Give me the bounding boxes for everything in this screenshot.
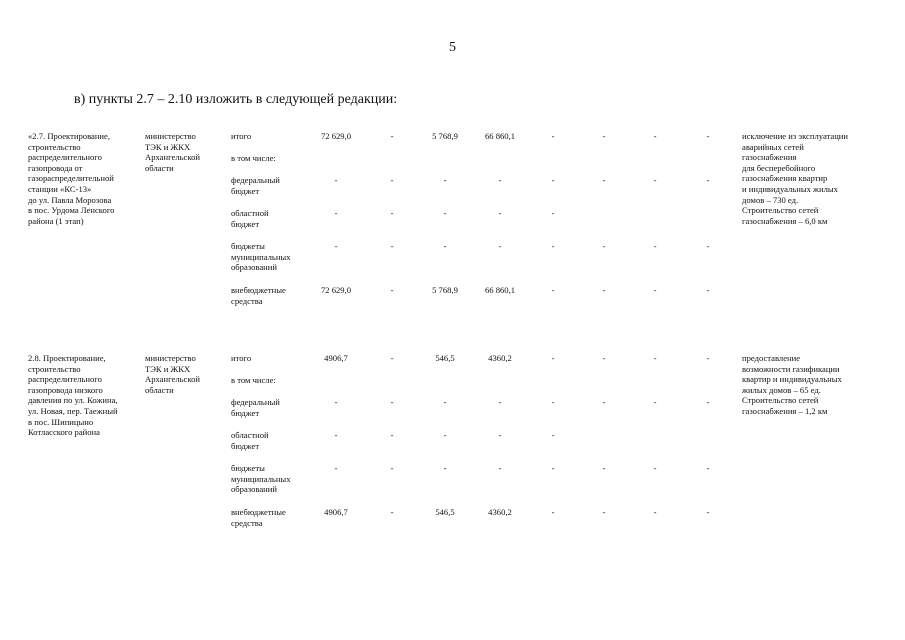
funding-value: - <box>602 175 606 185</box>
text-line: предоставление <box>742 353 801 363</box>
text-line: газоснабжения <box>742 152 797 163</box>
funding-value: - <box>498 241 502 251</box>
text-line: Котласского района <box>28 427 100 438</box>
funding-value: - <box>551 353 555 363</box>
funding-value: 66 860,1 <box>484 131 516 141</box>
funding-value: - <box>706 463 710 473</box>
text-line: ТЭК и ЖКХ <box>145 141 191 152</box>
funding-value: - <box>334 463 338 473</box>
funding-source <box>231 153 311 164</box>
funding-value: - <box>498 397 502 407</box>
funding-value: - <box>443 430 447 440</box>
text-line: строительство <box>28 141 81 152</box>
text-line: для бесперебойного <box>742 162 816 173</box>
funding-value: - <box>390 507 394 517</box>
funding-value: - <box>443 463 447 473</box>
funding-value: - <box>602 507 606 517</box>
funding-value: - <box>706 507 710 517</box>
funding-value: - <box>551 463 555 473</box>
funding-value: - <box>653 353 657 363</box>
text-line: бюджет <box>231 185 260 196</box>
expected-result <box>742 131 872 226</box>
funding-source <box>231 397 311 418</box>
text-line: газопровода низкого <box>28 384 103 395</box>
funding-value: 546,5 <box>435 507 455 517</box>
funding-value: - <box>551 175 555 185</box>
funding-value: - <box>551 397 555 407</box>
text-line: возможности газификации <box>742 363 840 374</box>
funding-value: - <box>334 397 338 407</box>
funding-value: 4906,7 <box>324 507 348 517</box>
funding-value: - <box>390 241 394 251</box>
funding-value: - <box>706 397 710 407</box>
funding-value: - <box>498 175 502 185</box>
text-line: Архангельской <box>145 152 200 163</box>
text-line: областной <box>231 208 269 218</box>
funding-value: - <box>551 131 555 141</box>
funding-value: - <box>602 131 606 141</box>
text-line: до ул. Павла Морозова <box>28 194 112 205</box>
funding-source <box>231 430 311 451</box>
funding-value: - <box>706 175 710 185</box>
text-line: бюджеты <box>231 241 265 251</box>
funding-value: - <box>653 507 657 517</box>
funding-value: 4360,2 <box>488 507 512 517</box>
funding-value: - <box>602 463 606 473</box>
funding-value: - <box>551 430 555 440</box>
text-line: распределительного <box>28 152 102 163</box>
expected-result <box>742 353 872 417</box>
text-line: образований <box>231 262 277 273</box>
funding-value: - <box>390 430 394 440</box>
text-line: в том числе: <box>231 375 276 385</box>
text-line: в том числе: <box>231 153 276 163</box>
funding-value: - <box>443 175 447 185</box>
text-line: распределительного <box>28 374 102 385</box>
responsible-executor <box>145 131 225 173</box>
text-line: квартир и индивидуальных <box>742 374 842 385</box>
text-line: итого <box>231 131 252 141</box>
funding-value: - <box>653 241 657 251</box>
text-line: в пос. Шипицыно <box>28 416 94 427</box>
text-line: внебюджетные <box>231 285 286 295</box>
text-line: области <box>145 384 174 395</box>
funding-value: - <box>551 241 555 251</box>
text-line: в пос. Урдома Ленского <box>28 205 115 216</box>
text-line: станции «КС-13» <box>28 183 92 194</box>
text-line: Архангельской <box>145 374 200 385</box>
funding-value: - <box>653 175 657 185</box>
text-line: бюджет <box>231 407 260 418</box>
funding-value: - <box>390 397 394 407</box>
text-line: давления по ул. Кожина, <box>28 395 118 406</box>
funding-value: - <box>602 241 606 251</box>
funding-source <box>231 507 311 528</box>
funding-value: - <box>653 397 657 407</box>
funding-value: 66 860,1 <box>484 285 516 295</box>
funding-value: - <box>551 507 555 517</box>
funding-source <box>231 375 311 386</box>
text-line: газоснабжения – 1,2 км <box>742 405 828 416</box>
funding-value: - <box>443 241 447 251</box>
funding-value: - <box>390 208 394 218</box>
text-line: района (1 этап) <box>28 215 84 226</box>
funding-value: - <box>498 463 502 473</box>
funding-value: - <box>390 353 394 363</box>
funding-source <box>231 353 311 364</box>
funding-value: 72 629,0 <box>320 285 352 295</box>
text-line: ТЭК и ЖКХ <box>145 363 191 374</box>
funding-value: - <box>602 397 606 407</box>
text-line: газораспределительной <box>28 173 114 184</box>
text-line: образований <box>231 484 277 495</box>
funding-source <box>231 241 311 273</box>
funding-value: - <box>602 285 606 295</box>
funding-value: - <box>653 131 657 141</box>
text-line: домов – 730 ед. <box>742 194 799 205</box>
funding-value: - <box>390 285 394 295</box>
funding-value: - <box>334 430 338 440</box>
text-line: муниципальных <box>231 473 291 484</box>
funding-source <box>231 131 311 142</box>
funding-value: - <box>706 131 710 141</box>
text-line: министерство <box>145 353 196 363</box>
text-line: газоснабжения – 6,0 км <box>742 215 828 226</box>
funding-value: 5 768,9 <box>432 285 458 295</box>
funding-value: - <box>602 353 606 363</box>
funding-value: - <box>551 285 555 295</box>
responsible-executor <box>145 353 225 395</box>
text-line: средства <box>231 295 263 306</box>
funding-value: - <box>498 430 502 440</box>
funding-value: - <box>390 175 394 185</box>
funding-value: - <box>706 241 710 251</box>
funding-value: - <box>334 241 338 251</box>
funding-value: - <box>653 285 657 295</box>
text-line: министерство <box>145 131 196 141</box>
page-number: 5 <box>449 40 456 55</box>
funding-value: - <box>334 208 338 218</box>
text-line: ул. Новая, пер. Таежный <box>28 405 118 416</box>
funding-value: - <box>390 463 394 473</box>
text-line: области <box>145 162 174 173</box>
amendment-heading: в) пункты 2.7 – 2.10 изложить в следующей редакции: <box>74 92 398 107</box>
text-line: областной <box>231 430 269 440</box>
text-line: итого <box>231 353 252 363</box>
funding-value: 5 768,9 <box>432 131 458 141</box>
text-line: бюджеты <box>231 463 265 473</box>
funding-value: 546,5 <box>435 353 455 363</box>
text-line: Строительство сетей <box>742 205 819 216</box>
entry-title <box>28 353 140 438</box>
funding-value: - <box>498 208 502 218</box>
entry-title <box>28 131 140 226</box>
funding-source <box>231 208 311 229</box>
text-line: федеральный <box>231 397 280 407</box>
funding-value: 4360,2 <box>488 353 512 363</box>
funding-value: - <box>390 131 394 141</box>
text-line: аварийных сетей <box>742 141 804 152</box>
text-line: бюджет <box>231 218 260 229</box>
text-line: газоснабжения квартир <box>742 173 828 184</box>
funding-source <box>231 463 311 495</box>
funding-value: 72 629,0 <box>320 131 352 141</box>
text-line: исключение из эксплуатации <box>742 131 849 141</box>
funding-value: - <box>334 175 338 185</box>
funding-value: - <box>706 353 710 363</box>
funding-source <box>231 175 311 196</box>
funding-value: - <box>653 463 657 473</box>
text-line: и индивидуальных жилых <box>742 183 838 194</box>
text-line: федеральный <box>231 175 280 185</box>
funding-value: 4906,7 <box>324 353 348 363</box>
funding-value: - <box>443 397 447 407</box>
text-line: средства <box>231 517 263 528</box>
text-line: 2.8. Проектирование, <box>28 353 106 363</box>
text-line: «2.7. Проектирование, <box>28 131 110 141</box>
text-line: строительство <box>28 363 81 374</box>
funding-value: - <box>706 285 710 295</box>
text-line: жилых домов – 65 ед. <box>742 384 821 395</box>
text-line: Строительство сетей <box>742 395 819 406</box>
funding-value: - <box>551 208 555 218</box>
text-line: муниципальных <box>231 251 291 262</box>
funding-value: - <box>443 208 447 218</box>
funding-source <box>231 285 311 306</box>
text-line: бюджет <box>231 440 260 451</box>
text-line: внебюджетные <box>231 507 286 517</box>
text-line: газопровода от <box>28 162 83 173</box>
